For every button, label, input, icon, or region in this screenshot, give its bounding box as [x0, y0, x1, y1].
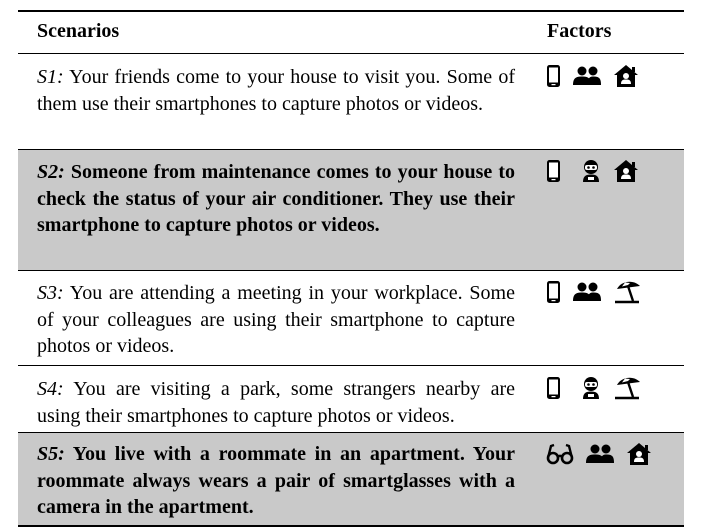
smartphone-icon [546, 280, 561, 304]
scenarios-table [18, 10, 684, 527]
scenario-row-s3 [18, 271, 684, 366]
smartglasses-icon [546, 443, 574, 465]
umbrella-beach-icon [613, 280, 641, 304]
scenario-id: S1: [37, 66, 64, 88]
scenario-text [37, 280, 515, 360]
scenario-description: You are visiting a park, some strangers nearby are using their smartphones to capture photos or videos. [37, 378, 515, 427]
table-header [18, 10, 684, 54]
scenario-description: You live with a roommate in an apartment. Your roommate always wears a pair of smartglasses with a camera in the apartment. [37, 443, 515, 518]
people-group-icon [572, 65, 602, 87]
scenario-id: S2: [37, 161, 65, 183]
house-user-icon [613, 64, 639, 88]
smartphone-icon [546, 159, 561, 183]
scenario-description: Your friends come to your house to visit you. Some of them use their smartphones to capture photos or videos. [37, 66, 515, 115]
scenario-text [37, 159, 515, 239]
stranger-icon [581, 376, 601, 400]
scenario-text [37, 64, 515, 117]
header-scenarios: Scenarios [37, 20, 120, 42]
scenario-id: S5: [37, 443, 65, 465]
smartphone-icon [546, 376, 561, 400]
stranger-icon [581, 159, 601, 183]
scenario-row-s2 [18, 150, 684, 271]
scenario-id: S3: [37, 282, 64, 304]
scenario-id: S4: [37, 378, 64, 400]
factor-icons [546, 64, 650, 88]
smartphone-icon [546, 64, 561, 88]
factor-icons [546, 159, 650, 183]
people-group-icon [572, 281, 602, 303]
header-factors: Factors [547, 20, 612, 42]
factor-icons [546, 280, 652, 304]
scenario-row-s1 [18, 54, 684, 150]
scenario-row-s4 [18, 366, 684, 433]
scenario-row-s5 [18, 433, 684, 527]
factor-icons [546, 442, 663, 466]
umbrella-beach-icon [613, 376, 641, 400]
house-user-icon [626, 442, 652, 466]
factor-icons [546, 376, 652, 400]
scenario-description: Someone from maintenance comes to your house to check the status of your air conditioner. They use their smartphone to capture photos or videos. [37, 161, 516, 236]
scenario-text [37, 441, 515, 521]
scenario-text [37, 376, 515, 429]
house-user-icon [613, 159, 639, 183]
scenario-description: You are attending a meeting in your workplace. Some of your colleagues are using their smartphone to capture photos or videos. [37, 282, 515, 357]
people-group-icon [585, 443, 615, 465]
